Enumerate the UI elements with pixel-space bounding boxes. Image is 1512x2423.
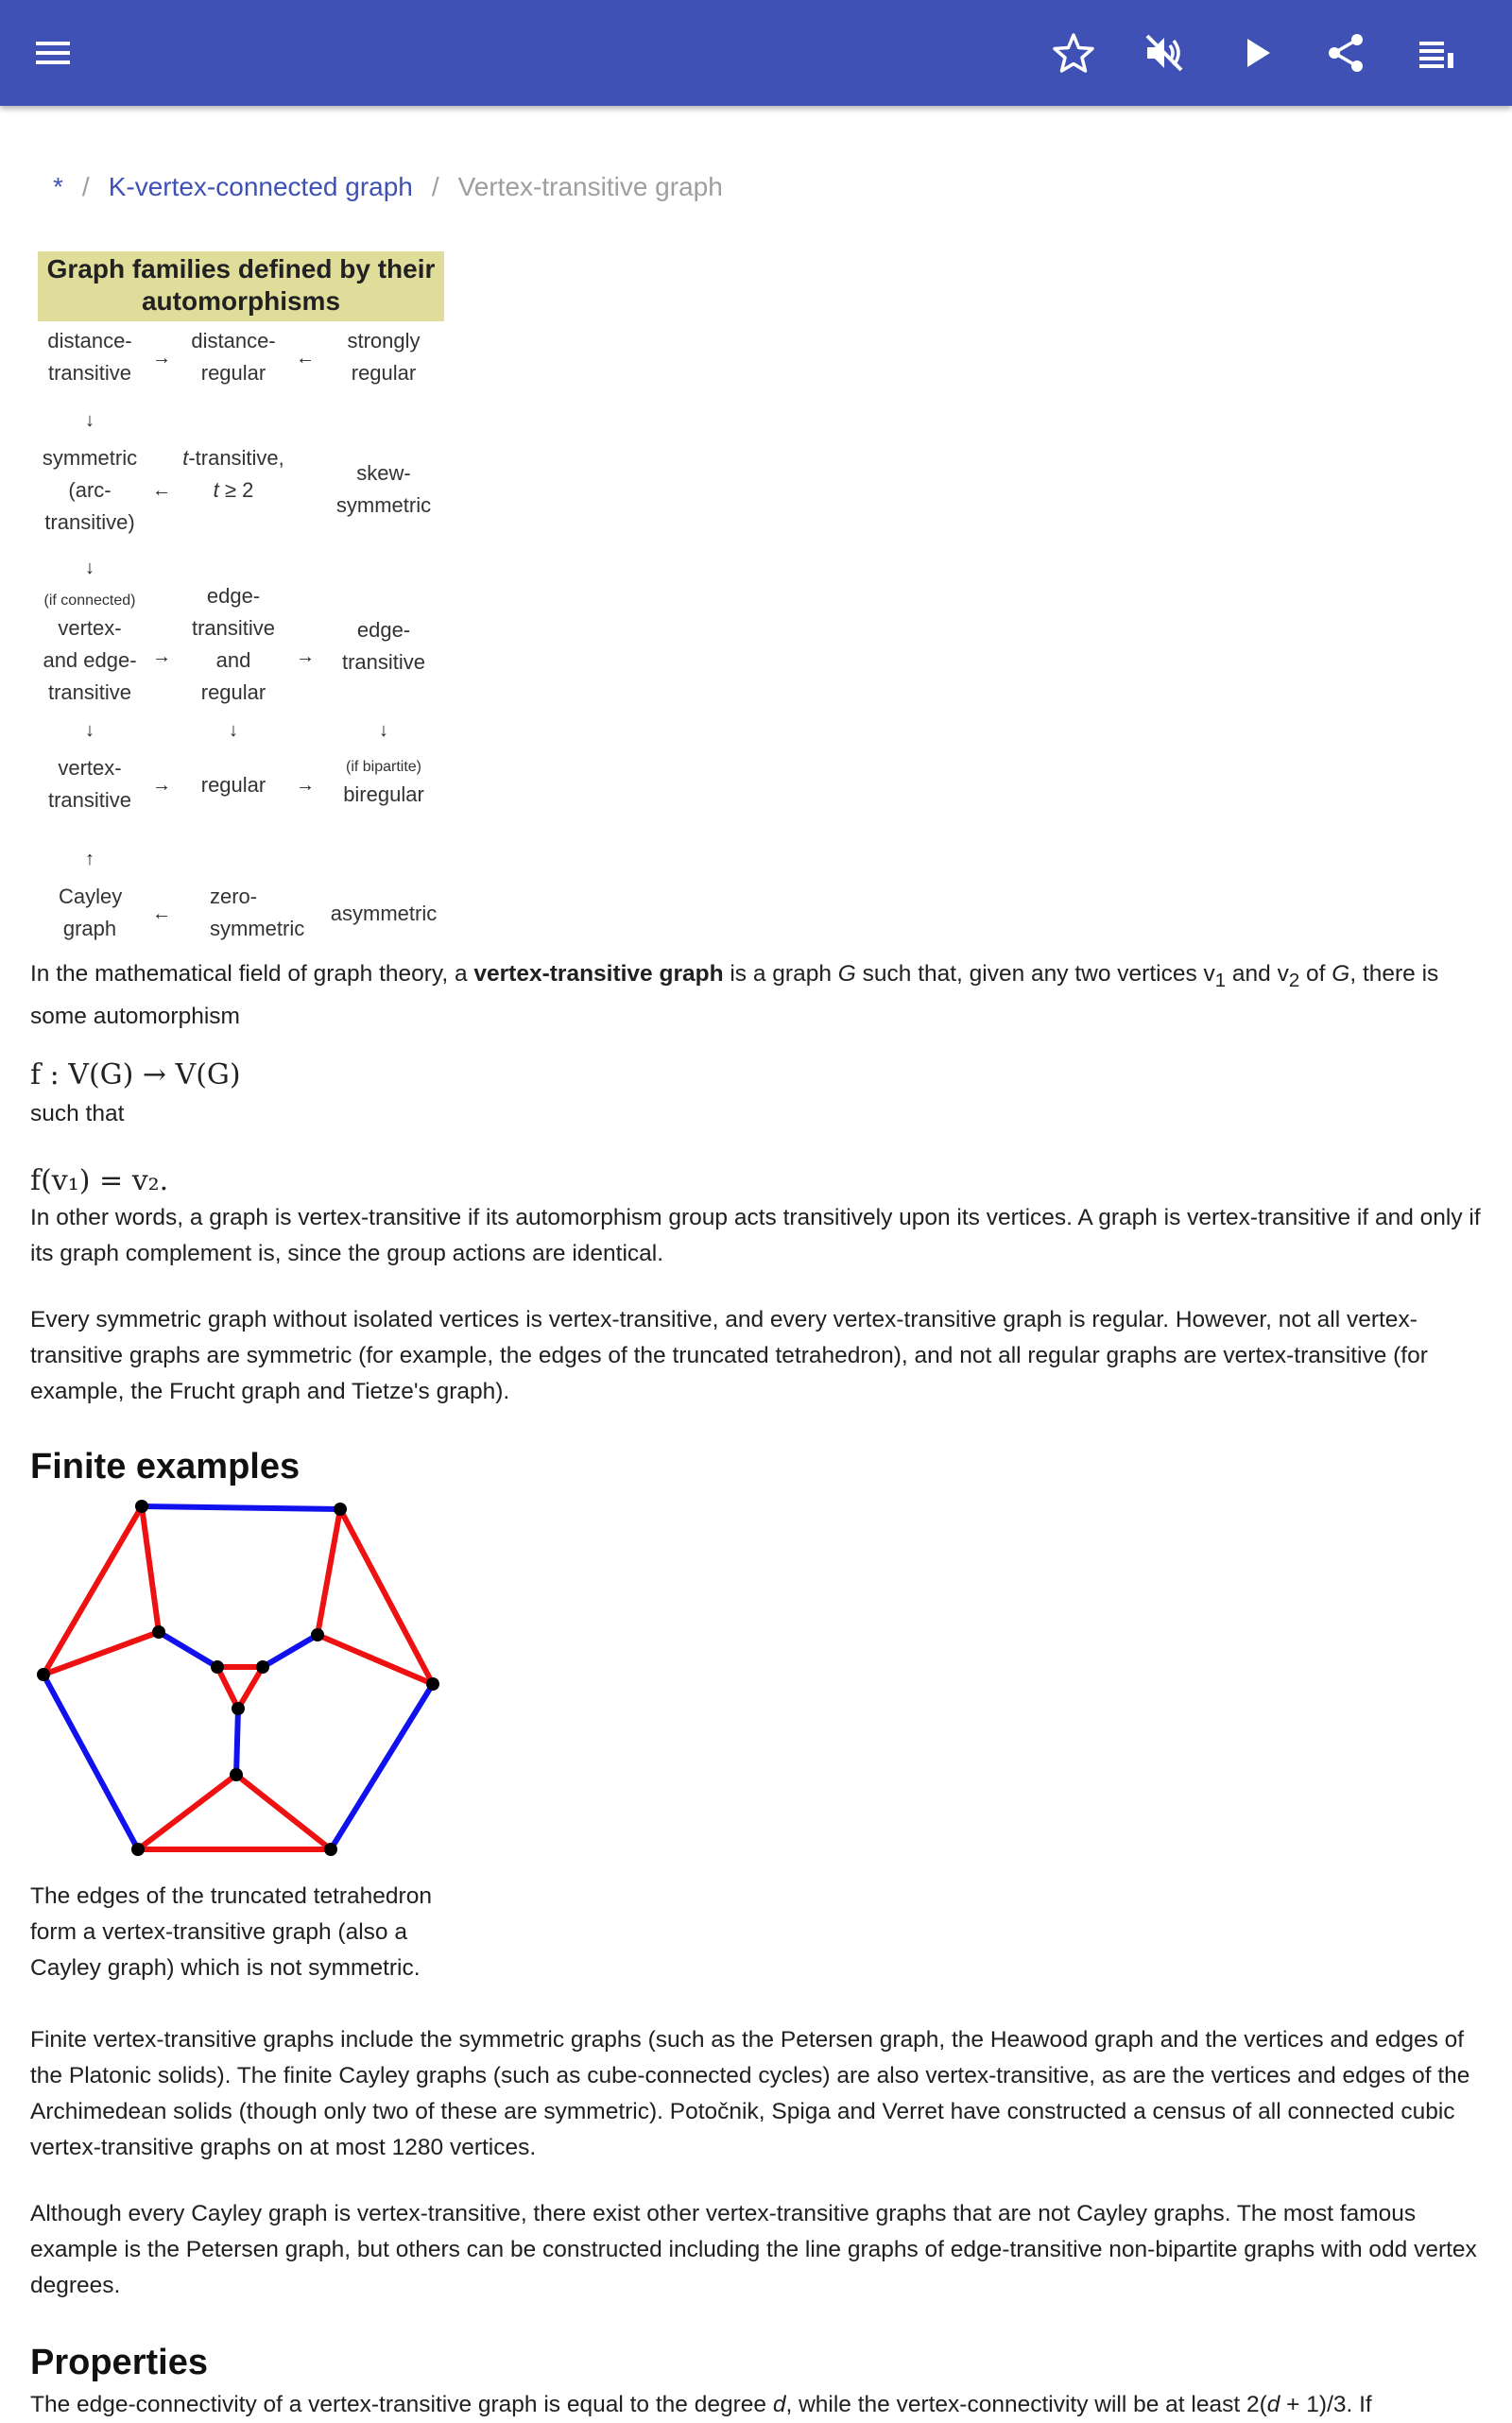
t-transitive-label: -transitive,: [188, 446, 284, 470]
term-bold: vertex-transitive graph: [473, 961, 724, 987]
intro-paragraph: [30, 956, 1486, 1035]
arrow-right: →: [296, 646, 315, 667]
t-variable: t: [182, 446, 189, 470]
arrow-right: →: [296, 775, 315, 796]
infobox-title: Graph families defined by their automorphisms: [38, 251, 444, 321]
cell-distance-transitive[interactable]: distance-transitive: [47, 329, 132, 385]
if-connected-note: (if connected): [43, 593, 136, 609]
paragraph: In other words, a graph is vertex-transitive if its automorphism group acts transitively upon its vertices. A graph is vertex-transitive if and only if its graph complement is, since the group actions are identical.: [30, 1205, 1481, 1266]
breadcrumb: [53, 166, 723, 208]
arrow-right: →: [152, 646, 171, 667]
vertex-and-edge-label: vertex- and edge-transitive: [43, 616, 137, 704]
var-g: G: [1332, 961, 1350, 987]
cell-symmetric[interactable]: symmetric (arc-transitive): [42, 446, 138, 534]
infobox-graph-families: [38, 251, 444, 1021]
text: , while the vertex-connectivity will be at least 2(: [785, 2392, 1267, 2417]
cell-asymmetric[interactable]: asymmetric: [330, 902, 438, 925]
paragraph: [30, 2387, 1486, 2423]
arrow-left: ←: [296, 348, 315, 369]
t-condition: ≥ 2: [218, 478, 254, 502]
cell-cayley-graph[interactable]: Cayley graph: [59, 885, 123, 940]
text: and v: [1226, 961, 1289, 987]
breadcrumb-parent-link[interactable]: K-vertex-connected graph: [108, 172, 413, 201]
section-heading-finite-examples: Finite examples: [30, 1447, 301, 1486]
arrow-right: →: [152, 775, 171, 796]
text: In the mathematical field of graph theory, a: [30, 961, 474, 987]
biregular-label: biregular: [343, 782, 424, 806]
cell-strongly-regular[interactable]: strongly regular: [347, 329, 421, 385]
cell-zero-symmetric[interactable]: zero-symmetric: [210, 885, 305, 940]
arrow-down: ↓: [85, 558, 94, 578]
play-icon[interactable]: [1234, 30, 1280, 76]
text: + 1)/3. If: [1280, 2392, 1372, 2417]
figure-caption: The edges of the truncated tetrahedron form a vertex-transitive graph (also a Cayley graph) which is not symmetric.: [30, 1883, 432, 1981]
text: The edge-connectivity of a vertex-transitive graph is equal to the degree: [30, 2392, 773, 2417]
infobox-grid: [38, 321, 444, 1021]
arrow-right: →: [152, 348, 171, 369]
var-d: d: [772, 2392, 786, 2417]
cell-t-transitive[interactable]: [181, 442, 285, 507]
cell-vertex-and-edge-transitive[interactable]: [38, 590, 142, 709]
math-formula-image: f(v₁) = v₂.: [30, 1164, 169, 1197]
star-icon[interactable]: [1051, 30, 1096, 76]
cell-regular[interactable]: regular: [200, 773, 266, 797]
math-formula-map: f : V(G) → V(G): [30, 1058, 241, 1091]
cell-skew-symmetric[interactable]: skew-symmetric: [335, 461, 432, 517]
arrow-left: ←: [152, 480, 171, 501]
var-g: G: [837, 961, 856, 987]
cell-distance-regular[interactable]: distance-regular: [191, 329, 276, 385]
breadcrumb-home-link[interactable]: *: [53, 172, 63, 201]
section-heading-properties: Properties: [30, 2343, 208, 2382]
app-bar: [0, 0, 1512, 106]
truncated-tetrahedron-graph-image: [26, 1495, 442, 1864]
text: such that, given any two vertices v: [855, 961, 1215, 987]
subscript: 1: [1214, 970, 1227, 991]
breadcrumb-separator: /: [431, 172, 439, 201]
cell-vertex-transitive[interactable]: vertex-transitive: [47, 756, 132, 812]
subscript: 2: [1288, 970, 1300, 991]
breadcrumb-current: Vertex-transitive graph: [457, 172, 723, 201]
cell-edge-transitive[interactable]: edge-transitive: [341, 618, 426, 674]
arrow-down: ↓: [379, 720, 388, 741]
share-icon[interactable]: [1323, 30, 1368, 76]
if-bipartite-note: (if bipartite): [345, 759, 422, 775]
such-that-text: such that: [30, 1101, 125, 1126]
text: is a graph: [723, 961, 838, 987]
arrow-left: ←: [152, 903, 171, 924]
arrow-down: ↓: [229, 720, 238, 741]
cell-biregular[interactable]: [327, 756, 440, 811]
arrow-down: ↓: [85, 720, 94, 741]
arrow-up: ↑: [85, 849, 94, 869]
paragraph: Finite vertex-transitive graphs include the symmetric graphs (such as the Petersen graph, the Heawood graph and the vertices and edges of the Platonic solids). The finite Cayley graphs (such as cube-connected cycles) are also vertex-transitive, as are the vertices and edges of the Archimedean solids (though only two of these are symmetric). Potočnik, Spiga and Verret have constructed a census of all connected cubic vertex-transitive graphs on at most 1280 vertices.: [30, 2027, 1470, 2160]
text: of: [1299, 961, 1332, 987]
breadcrumb-separator: /: [81, 172, 90, 201]
paragraph: Every symmetric graph without isolated vertices is vertex-transitive, and every vertex-transitive graph is regular. However, not all vertex-transitive graphs are symmetric (for example, the edges of the truncated tetrahedron), and not all regular graphs are vertex-transitive (for example, the Frucht graph and Tietze's graph).: [30, 1307, 1428, 1404]
var-d: d: [1266, 2392, 1280, 2417]
t-variable: t: [213, 478, 219, 502]
volume-off-icon[interactable]: [1142, 30, 1187, 76]
paragraph: Although every Cayley graph is vertex-transitive, there exist other vertex-transitive graphs that are not Cayley graphs. The most famous example is the Petersen graph, but others can be constructed including the line graphs of edge-transitive non-bipartite graphs with odd vertex degrees.: [30, 2201, 1477, 2298]
playlist-icon[interactable]: [1414, 30, 1459, 76]
menu-icon[interactable]: [30, 30, 76, 76]
cell-edge-transitive-regular[interactable]: edge-transitive and regular: [191, 584, 276, 704]
text: , there is some automorphism: [30, 961, 1439, 1029]
arrow-down: ↓: [85, 410, 94, 431]
